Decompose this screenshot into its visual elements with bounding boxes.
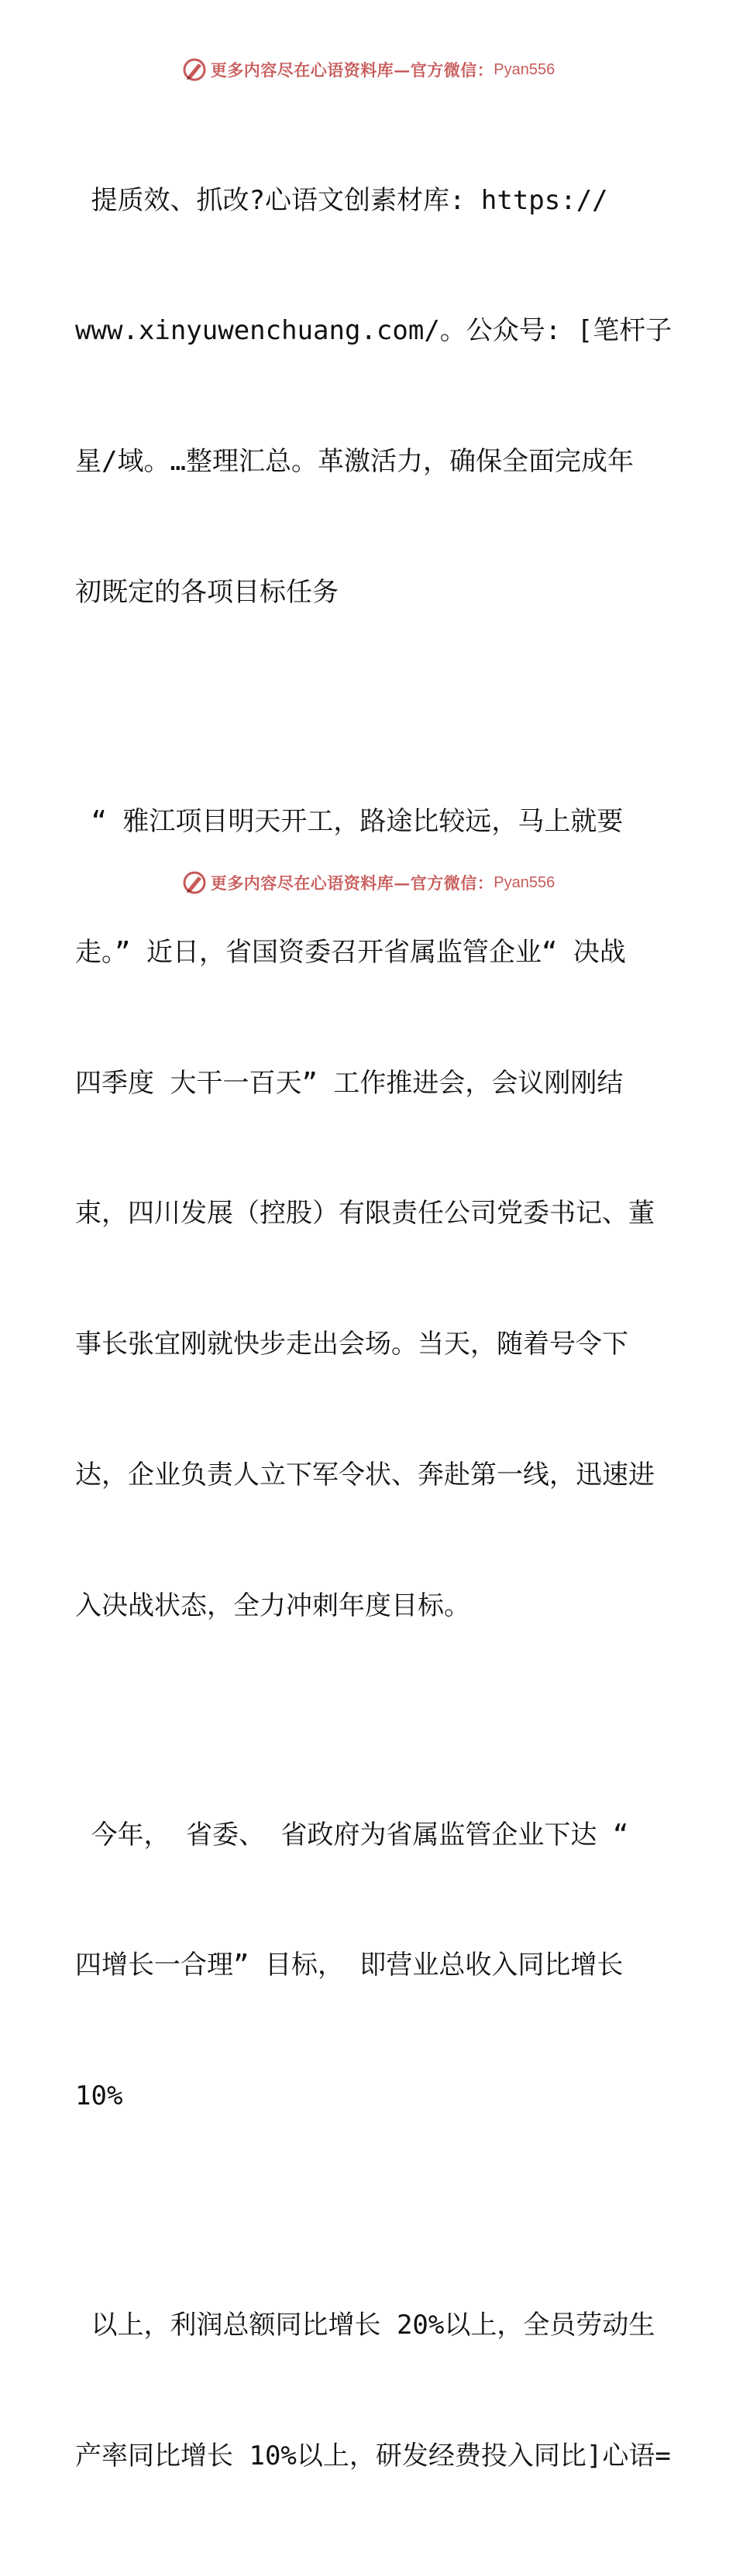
text-line: 达，企业负责人立下军令状、奔赴第一线，迅速进 [75,1460,655,1491]
text-line: 束，四川发展（控股）有限责任公司党委书记、董 [75,1198,655,1230]
text-line: “ 雅江项目明天开工，路途比较远，马上就要 [75,805,624,837]
text-line: 产率同比增长 10%以上，研发经费投入同比]心语= [75,2440,671,2471]
text-line: www.xinyuwenchuang.com/。公众号: [笔杆子 [75,315,672,347]
text-line: 四增长一合理” 目标， 即营业总收入同比增长 [75,1950,624,1981]
document-body [75,91,672,2576]
watermark-id: Pyan556 [494,60,555,78]
text-line: 10% [75,2080,123,2112]
watermark-id: Pyan556 [494,873,555,891]
text-line: 今年， 省委、 省政府为省属监管企业下达 “ [75,1819,629,1851]
text-line: 入决战状态，全力冲刺年度目标。 [75,1590,470,1622]
paragraph-4 [75,2216,671,2564]
text-line: 初既定的各项目标任务 [75,577,339,609]
pen-logo-icon [181,57,208,83]
watermark-banner-bottom [0,867,736,898]
text-line: 提质效、抓改?心语文创素材库: https:// [75,184,608,216]
text-line: 事长张宜刚就快步走出会场。当天，随着号令下 [75,1329,628,1360]
watermark-text: 更多内容尽在心语资料库—官方微信： [210,60,494,80]
watermark-banner-top [0,54,736,85]
pen-logo-icon [181,870,208,896]
text-line: 走。” 近日，省国资委召开省属监管企业“ 决战 [75,936,626,968]
paragraph-3 [75,1726,664,2205]
watermark-text: 更多内容尽在心语资料库—官方微信： [210,873,494,893]
paragraph-1 [75,91,672,701]
text-line: 星/域。…整理汇总。革激活力，确保全面完成年 [75,446,634,478]
paragraph-2 [75,712,664,1715]
text-line: 四季度 大干一百天” 工作推进会，会议刚刚结 [75,1067,624,1099]
text-line: 以上，利润总额同比增长 20%以上，全员劳动生 [75,2309,655,2341]
